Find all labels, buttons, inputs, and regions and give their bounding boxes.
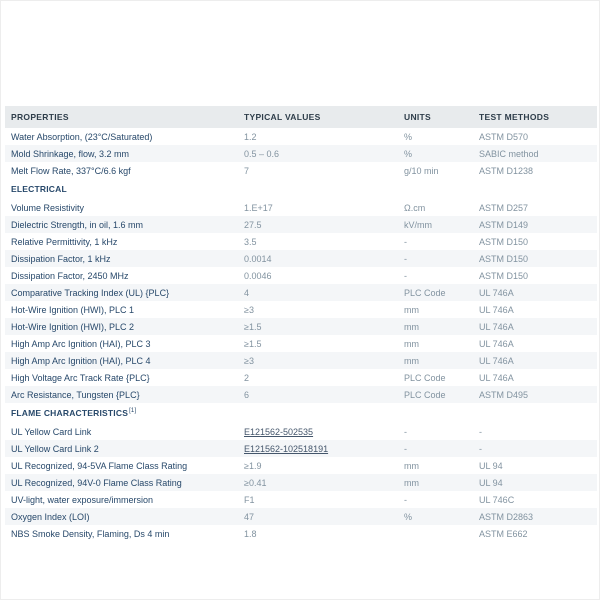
- units-cell: g/10 min: [404, 165, 439, 176]
- property-cell: Mold Shrinkage, flow, 3.2 mm: [11, 148, 130, 159]
- property-cell: Arc Resistance, Tungsten {PLC}: [11, 389, 140, 400]
- property-cell: High Amp Arc Ignition (HAI), PLC 4: [11, 355, 151, 366]
- value-cell: 7: [244, 165, 250, 176]
- section-label: FLAME CHARACTERISTICS[1]: [5, 403, 597, 423]
- table-row: [5, 199, 597, 216]
- units-cell: PLC Code: [404, 372, 446, 383]
- section-header-row: [5, 179, 597, 199]
- test-method-cell: UL 746A: [479, 372, 514, 383]
- units-cell: -: [404, 443, 407, 454]
- value-cell: 47: [244, 511, 255, 522]
- test-method-cell: ASTM D495: [479, 389, 529, 400]
- units-cell: mm: [404, 321, 419, 332]
- test-method-cell: ASTM D1238: [479, 165, 534, 176]
- table-row: [5, 508, 597, 525]
- value-cell: 2: [244, 372, 250, 383]
- value-cell: ≥3: [244, 355, 254, 366]
- column-header-typical-values: TYPICAL VALUES: [238, 106, 398, 128]
- test-method-cell: UL 746C: [479, 494, 515, 505]
- table-row: [5, 491, 597, 508]
- units-cell: -: [404, 270, 407, 281]
- property-cell: Hot-Wire Ignition (HWI), PLC 2: [11, 321, 135, 332]
- table-row: [5, 318, 597, 335]
- value-cell: F1: [244, 494, 255, 505]
- units-cell: -: [404, 426, 407, 437]
- units-cell: -: [404, 236, 407, 247]
- table-header-row: [5, 106, 597, 128]
- test-method-cell: UL 746A: [479, 338, 514, 349]
- value-cell: 4: [244, 287, 250, 298]
- units-cell: [398, 525, 473, 542]
- units-cell: mm: [404, 355, 419, 366]
- value-cell: 6: [244, 389, 250, 400]
- value-cell: 1.8: [244, 528, 257, 539]
- test-method-cell: ASTM D150: [479, 270, 529, 281]
- property-cell: High Amp Arc Ignition (HAI), PLC 3: [11, 338, 151, 349]
- units-cell: mm: [404, 477, 419, 488]
- test-method-cell: UL 746A: [479, 287, 514, 298]
- test-method-cell: ASTM D257: [479, 202, 529, 213]
- ul-yellow-card-link[interactable]: E121562-502535: [244, 426, 314, 437]
- value-cell: 1.E+17: [244, 202, 273, 213]
- value-cell: ≥1.9: [244, 460, 262, 471]
- value-cell: 0.5 – 0.6: [244, 148, 280, 159]
- value-cell: 1.2: [244, 131, 257, 142]
- table-row: [5, 335, 597, 352]
- test-method-cell: ASTM D570: [479, 131, 529, 142]
- property-cell: NBS Smoke Density, Flaming, Ds 4 min: [11, 528, 170, 539]
- units-cell: Ω.cm: [404, 202, 426, 213]
- table-row: [5, 216, 597, 233]
- units-cell: %: [404, 511, 413, 522]
- test-method-cell: ASTM D2863: [479, 511, 534, 522]
- value-cell: 27.5: [244, 219, 262, 230]
- value-cell: [238, 423, 398, 440]
- property-cell: UV-light, water exposure/immersion: [11, 494, 154, 505]
- value-cell: 0.0046: [244, 270, 272, 281]
- property-cell: Water Absorption, (23°C/Saturated): [11, 131, 153, 142]
- units-cell: -: [404, 494, 407, 505]
- table-row: [5, 352, 597, 369]
- table-row: [5, 386, 597, 403]
- property-cell: Volume Resistivity: [11, 202, 85, 213]
- footnote-marker: [1]: [129, 408, 137, 415]
- test-method-cell: ASTM D150: [479, 236, 529, 247]
- units-cell: mm: [404, 460, 419, 471]
- property-cell: UL Yellow Card Link 2: [11, 443, 99, 454]
- table-row: [5, 301, 597, 318]
- table-row: [5, 284, 597, 301]
- property-cell: UL Yellow Card Link: [11, 426, 92, 437]
- units-cell: %: [404, 131, 413, 142]
- value-cell: ≥1.5: [244, 338, 262, 349]
- units-cell: mm: [404, 304, 419, 315]
- table-row: [5, 267, 597, 284]
- property-cell: Comparative Tracking Index (UL) {PLC}: [11, 287, 170, 298]
- units-cell: PLC Code: [404, 389, 446, 400]
- units-cell: mm: [404, 338, 419, 349]
- table-row: [5, 457, 597, 474]
- ul-yellow-card-link[interactable]: E121562-102518191: [244, 443, 329, 454]
- property-cell: UL Recognized, 94V-0 Flame Class Rating: [11, 477, 182, 488]
- test-method-cell: UL 94: [479, 460, 503, 471]
- table-row: [5, 369, 597, 386]
- table-row: [5, 423, 597, 440]
- column-header-units: UNITS: [398, 106, 473, 128]
- property-cell: Oxygen Index (LOI): [11, 511, 90, 522]
- property-cell: Dissipation Factor, 1 kHz: [11, 253, 111, 264]
- units-cell: %: [404, 148, 413, 159]
- properties-table: [5, 106, 597, 542]
- property-cell: Hot-Wire Ignition (HWI), PLC 1: [11, 304, 135, 315]
- table-row: [5, 128, 597, 145]
- test-method-cell: ASTM E662: [479, 528, 528, 539]
- property-cell: UL Recognized, 94-5VA Flame Class Rating: [11, 460, 188, 471]
- property-cell: Relative Permittivity, 1 kHz: [11, 236, 118, 247]
- test-method-cell: UL 746A: [479, 355, 514, 366]
- test-method-cell: UL 746A: [479, 304, 514, 315]
- value-cell: ≥1.5: [244, 321, 262, 332]
- test-method-cell: UL 746A: [479, 321, 514, 332]
- test-method-cell: -: [479, 426, 482, 437]
- table-row: [5, 233, 597, 250]
- section-header-row: [5, 403, 597, 423]
- table-row: [5, 525, 597, 542]
- value-cell: 3.5: [244, 236, 257, 247]
- value-cell: [238, 440, 398, 457]
- property-cell: Dissipation Factor, 2450 MHz: [11, 270, 129, 281]
- column-header-properties: PROPERTIES: [5, 106, 238, 128]
- table-row: [5, 145, 597, 162]
- value-cell: ≥3: [244, 304, 254, 315]
- column-header-test-methods: TEST METHODS: [473, 106, 597, 128]
- table-row: [5, 162, 597, 179]
- property-cell: Melt Flow Rate, 337°C/6.6 kgf: [11, 165, 131, 176]
- test-method-cell: ASTM D149: [479, 219, 529, 230]
- test-method-cell: UL 94: [479, 477, 503, 488]
- value-cell: ≥0.41: [244, 477, 267, 488]
- section-label: ELECTRICAL: [5, 179, 597, 199]
- test-method-cell: SABIC method: [479, 148, 539, 159]
- value-cell: 0.0014: [244, 253, 272, 264]
- table-row: [5, 474, 597, 491]
- table-row: [5, 250, 597, 267]
- property-cell: Dielectric Strength, in oil, 1.6 mm: [11, 219, 144, 230]
- units-cell: kV/mm: [404, 219, 432, 230]
- test-method-cell: ASTM D150: [479, 253, 529, 264]
- units-cell: -: [404, 253, 407, 264]
- units-cell: PLC Code: [404, 287, 446, 298]
- test-method-cell: -: [479, 443, 482, 454]
- property-cell: High Voltage Arc Track Rate {PLC}: [11, 372, 150, 383]
- table-row: [5, 440, 597, 457]
